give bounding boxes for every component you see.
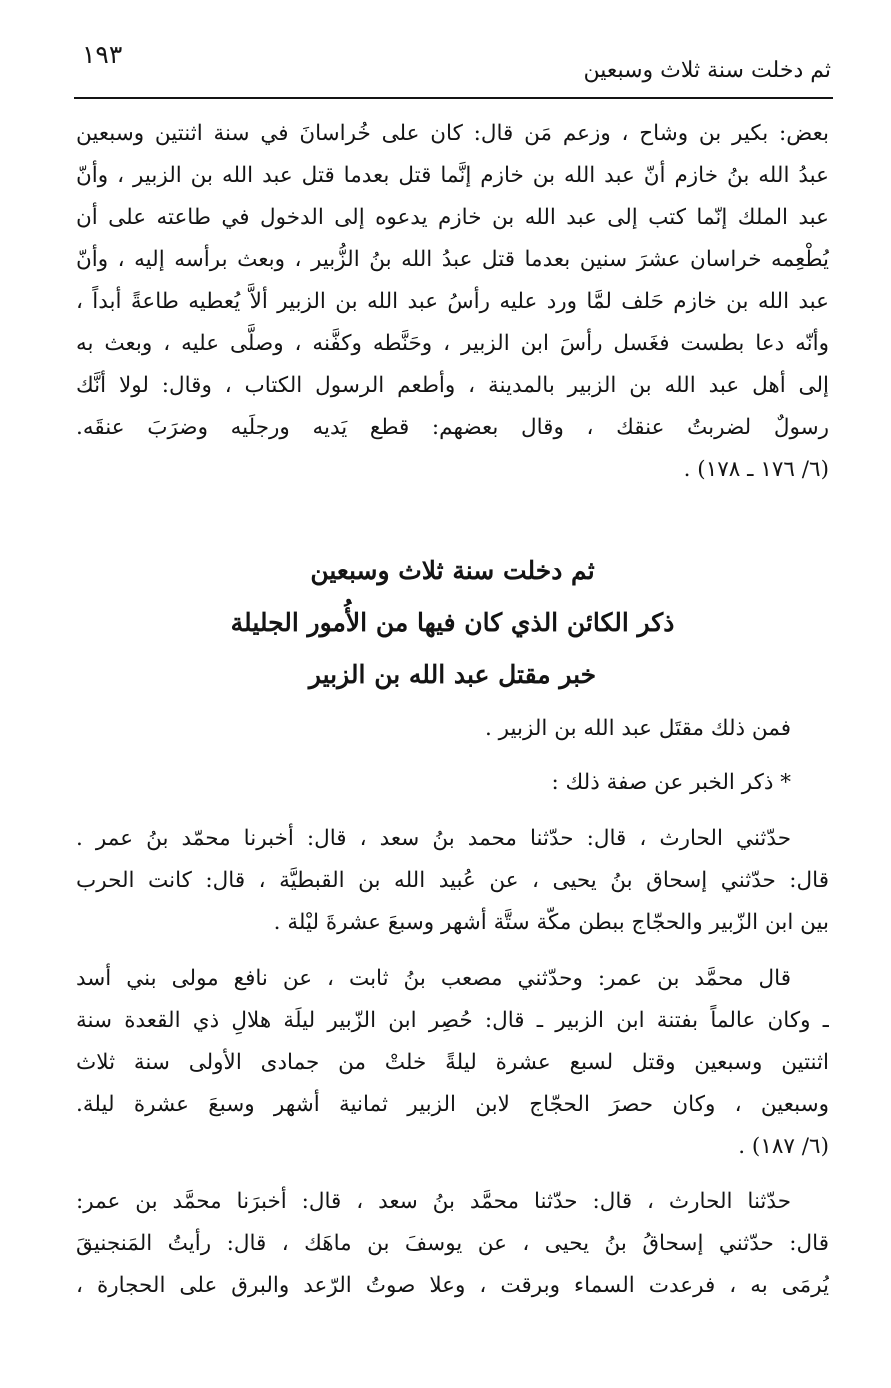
paragraph-2 [76, 958, 829, 1168]
running-title: ثم دخلت سنة ثلاث وسبعين [583, 58, 831, 83]
body-star-block [76, 762, 829, 804]
text-line: اثنتين وسبعين وقتل لسبع عشرة ليلةً خلتْ من جمادى الأولى سنة ثلاث [76, 1050, 829, 1075]
text-line: وأنّه دعا بطست فغَسل رأسَ ابن الزبير ، وحَنَّطه وكفَّنه ، وصلَّى عليه ، وبعث به [76, 331, 829, 356]
year-heading: ثم دخلت سنة ثلاث وسبعين [310, 556, 595, 585]
text-line: حدّثنا الحارث ، قال: حدّثنا محمَّد بنُ سعد ، قال: أخبرَنا محمَّد بن عمر: [76, 1189, 791, 1214]
text-line: قال محمَّد بن عمر: وحدّثني مصعب بنُ ثابت ، عن نافع مولى بني أسد [76, 966, 791, 991]
text-line: بعض: بكير بن وشاح ، وزعم مَن قال: كان على خُراسانَ في سنة اثنتين وسبعين [76, 121, 829, 146]
star-line: * ذكر الخبر عن صفة ذلك : [551, 770, 791, 795]
text-line: حدّثني الحارث ، قال: حدّثنا محمد بنُ سعد ، قال: أخبرنا محمّد بنُ عمر . [76, 826, 791, 851]
body-intro-line: فمن ذلك مقتَل عبد الله بن الزبير . [485, 716, 791, 741]
intro-paragraph [76, 113, 829, 491]
paragraph-3 [76, 1181, 829, 1307]
citation-line: (٦/ ١٧٦ ـ ١٧٨) . [683, 457, 829, 482]
text-line: عبدُ الله بنُ خازم أنّ عبد الله بن خازم إنَّما قتل بعدما قتل عبد الله بن الزبير ، وأنّ [76, 163, 829, 188]
report-heading: خبر مقتل عبد الله بن الزبير [308, 660, 597, 689]
text-line: عبد الملك إنّما كتب إلى عبد الله بن خازم يدعوه إلى الدخول في طاعته على أن [76, 205, 829, 230]
text-line: عبد الله بن خازم حَلف لمَّا ورد عليه رأسُ عبد الله بن الزبير ألاَّ يُعطيه طاعةً أبداً ، [76, 289, 829, 314]
text-line: بين ابن الزّبير والحجّاج ببطن مكّة ستَّة أشهر وسبعَ عشرةَ ليْلة . [273, 910, 829, 935]
text-line: قال: حدّثني إسحاقُ بنُ يحيى ، عن يوسفَ بن ماهَك ، قال: رأيتُ المَنجنيقَ [76, 1231, 829, 1256]
text-line: إلى أهل عبد الله بن الزبير بالمدينة ، وأطعم الرسول الكتاب ، وقال: لولا أنَّك [76, 373, 829, 398]
text-line: يُرمَى به ، فرعدت السماء وبرقت ، وعلا صوتُ الرّعد والبرق على الحجارة ، [76, 1273, 829, 1298]
header-rule [74, 97, 833, 99]
text-line: وسبعين ، وكان حصرَ الحجّاج لابن الزبير ثمانية أشهر وسبعَ عشرة ليلة. [76, 1092, 829, 1117]
text-line: يُطْعِمه خراسان عشرَ سنين بعدما قتل عبدُ الله بنُ الزُّبير ، وبعث برأسه إليه ، وأنّ [76, 247, 829, 272]
text-line: ـ وكان عالماً بفتنة ابن الزبير ـ قال: حُصِر ابن الزّبير ليلَة هلالِ ذي القعدة سنة [76, 1008, 829, 1033]
page-number: ١٩٣ [82, 40, 123, 69]
citation-line: (٦/ ١٨٧) . [738, 1134, 829, 1159]
body-intro-block [76, 708, 829, 750]
text-line: رسولٌ لضربتُ عنقك ، وقال بعضهم: قطع يَديه ورجلَيه وضرَبَ عنقَه. [76, 415, 829, 440]
paragraph-1 [76, 818, 829, 944]
text-line: قال: حدّثني إسحاق بنُ يحيى ، عن عُبيد الله بن القبطيَّة ، قال: كانت الحرب [76, 868, 829, 893]
events-heading: ذكر الكائن الذي كان فيها من الأُمور الجليلة [230, 608, 675, 637]
